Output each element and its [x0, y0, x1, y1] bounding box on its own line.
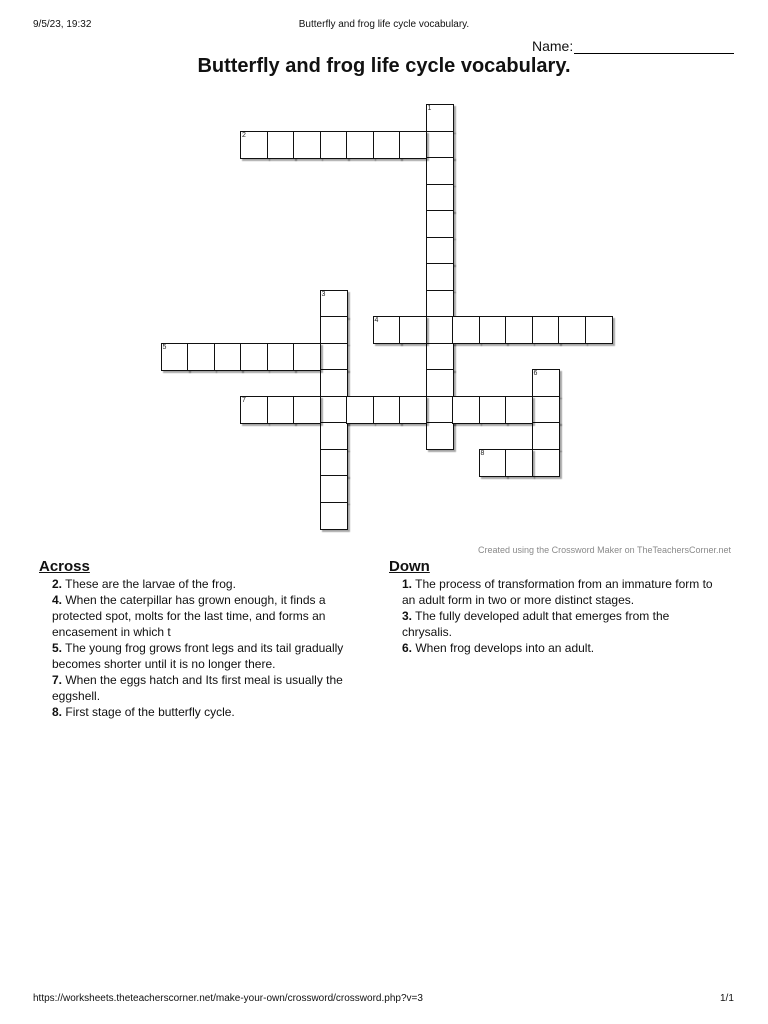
crossword-cell	[452, 316, 480, 344]
crossword-cell	[373, 396, 401, 424]
crossword-cell	[320, 343, 348, 371]
clue-number: 2	[242, 131, 246, 139]
crossword-cell	[426, 263, 454, 291]
page-number: 1/1	[720, 993, 734, 1004]
crossword-cell	[346, 396, 374, 424]
crossword-cell	[293, 131, 321, 159]
crossword-cell	[320, 290, 348, 318]
crossword-cell	[532, 449, 560, 477]
crossword-cell	[293, 343, 321, 371]
crossword-cell	[532, 316, 560, 344]
crossword-cell	[320, 475, 348, 503]
crossword-cell	[505, 396, 533, 424]
crossword-cell	[426, 131, 454, 159]
down-clue: 3. The fully developed adult that emerges from the chrysalis.	[402, 609, 670, 639]
crossword-cell	[320, 369, 348, 397]
crossword-cell	[505, 316, 533, 344]
print-doc-title: Butterfly and frog life cycle vocabulary.	[298, 19, 470, 30]
crossword-cell	[373, 131, 401, 159]
across-clue: 2. These are the larvae of the frog.	[52, 577, 236, 591]
page-title: Butterfly and frog life cycle vocabulary.	[197, 55, 571, 77]
crossword-cell	[479, 449, 507, 477]
crossword-cell	[426, 237, 454, 265]
crossword-cell	[426, 210, 454, 238]
across-clue: 8. First stage of the butterfly cycle.	[52, 705, 235, 719]
crossword-cell	[373, 316, 401, 344]
crossword-cell	[585, 316, 613, 344]
crossword-cell	[426, 343, 454, 371]
across-clue: 4. When the caterpillar has grown enough, it finds a protected spot, molts for the last time, and forms an encasement in which t	[52, 593, 326, 639]
print-url: https://worksheets.theteacherscorner.net/make-your-own/crossword/crossword.php?v=3	[33, 993, 423, 1004]
across-section	[39, 559, 369, 720]
crossword-cell	[426, 157, 454, 185]
crossword-cell	[426, 369, 454, 397]
down-section	[389, 559, 719, 656]
name-label: Name:	[532, 38, 574, 54]
crossword-cell	[320, 422, 348, 450]
clue-number: 6	[533, 370, 538, 377]
crossword-cell	[240, 131, 268, 159]
clue-number: 5	[162, 343, 167, 351]
crossword-cell	[426, 184, 454, 212]
crossword-cell	[161, 343, 189, 371]
crossword-cell	[479, 396, 507, 424]
clue-number: 7	[242, 396, 246, 404]
down-clue: 6. When frog develops into an adult.	[402, 641, 595, 655]
crossword-cell	[399, 396, 427, 424]
crossword-cell	[532, 422, 560, 450]
crossword-cell	[399, 131, 427, 159]
crossword-cell	[558, 316, 586, 344]
print-datetime: 9/5/23, 19:32	[33, 19, 92, 30]
clue-number: 4	[374, 317, 379, 324]
crossword-cell	[320, 396, 348, 424]
crossword-cell	[479, 316, 507, 344]
crossword-cell	[320, 449, 348, 477]
crossword-cell	[532, 369, 560, 397]
crossword-cell	[320, 502, 348, 530]
crossword-cell	[267, 396, 295, 424]
across-heading: Across	[39, 558, 90, 575]
crossword-cell	[399, 316, 427, 344]
crossword-cell	[505, 449, 533, 477]
crossword-cell	[346, 131, 374, 159]
crossword-cell	[426, 396, 454, 424]
crossword-cell	[240, 396, 268, 424]
crossword-cell	[426, 290, 454, 318]
crossword-cell	[426, 104, 454, 132]
crossword-cell	[267, 131, 295, 159]
across-clue: 7. When the eggs hatch and Its first meal is usually the eggshell.	[52, 673, 343, 703]
crossword-cell	[426, 316, 454, 344]
crossword-cell	[187, 343, 215, 371]
crossword-cell	[320, 131, 348, 159]
clue-number: 3	[321, 290, 326, 298]
crossword-cell	[240, 343, 268, 371]
crossword-cell	[267, 343, 295, 371]
crossword-cell	[293, 396, 321, 424]
crossword-cell	[320, 316, 348, 344]
crossword-cell	[452, 396, 480, 424]
down-clue: 1. The process of transformation from an immature form to an adult form in two or more distinct stages.	[402, 577, 713, 607]
crossword-cell	[532, 396, 560, 424]
down-heading: Down	[389, 558, 430, 575]
crossword-cell	[426, 422, 454, 450]
crossword-cell	[214, 343, 242, 371]
clue-number: 1	[427, 105, 432, 112]
across-clue: 5. The young frog grows front legs and its tail gradually becomes shorter until it is no longer there.	[52, 641, 344, 671]
clue-number: 8	[480, 449, 485, 457]
credit-text: Created using the Crossword Maker on TheTeachersCorner.net	[478, 545, 731, 555]
